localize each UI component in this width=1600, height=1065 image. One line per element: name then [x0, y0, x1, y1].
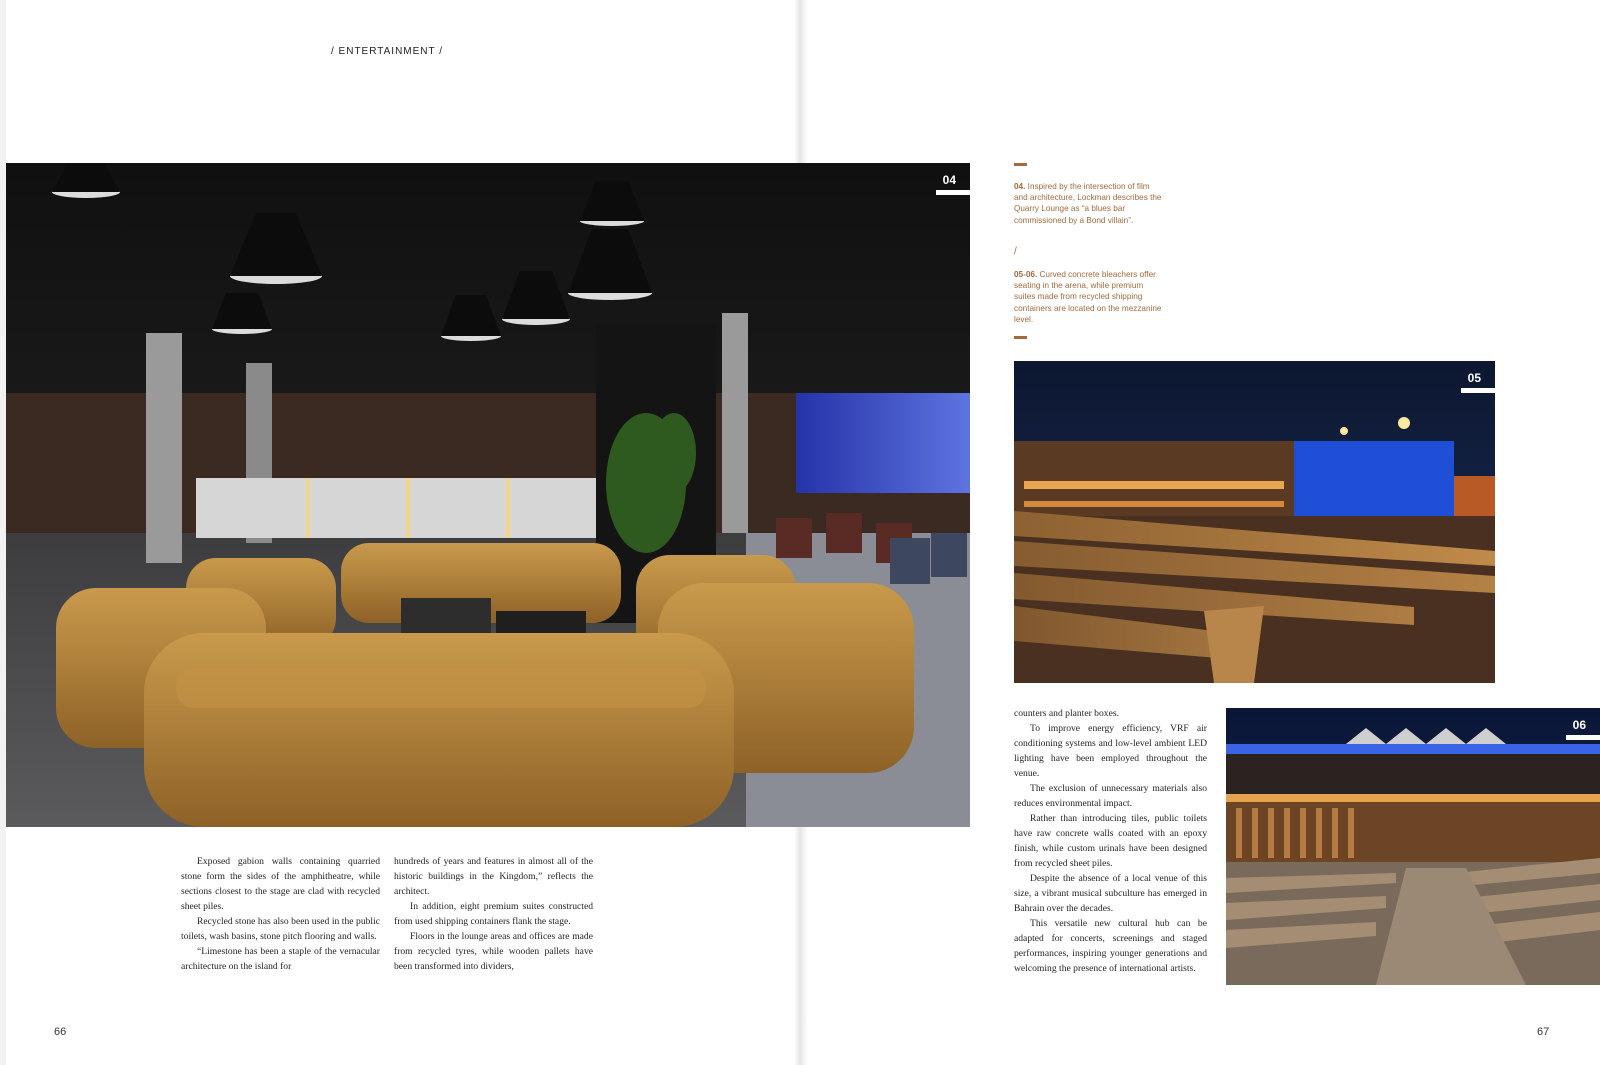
caption-separator: /: [1014, 246, 1017, 257]
photo-05-arena-bleachers: [1014, 361, 1495, 683]
caption-05-06-number: 05-06.: [1014, 270, 1038, 279]
paragraph: In addition, eight premium suites constructed from used shipping containers flank the stage.: [394, 901, 593, 927]
caption-05-06: [1014, 269, 1164, 325]
photo-04-quarry-lounge: [6, 163, 970, 827]
caption-rule-bottom: [1014, 336, 1027, 339]
paragraph: “Limestone has been a staple of the vernacular architecture on the island for: [181, 946, 380, 972]
photo-number-05: 05: [1461, 371, 1495, 393]
paragraph: hundreds of years and features in almost all of the historic buildings in the Kingdom,” reflects the architect.: [394, 856, 593, 897]
caption-rule-top: [1014, 163, 1027, 166]
paragraph: The exclusion of unnecessary materials also reduces environmental impact.: [1014, 783, 1207, 809]
photo-06-arena-mezzanine: [1226, 708, 1600, 985]
caption-04-number: 04.: [1014, 182, 1026, 191]
paragraph: Floors in the lounge areas and offices are made from recycled tyres, while wooden pallets have been transformed into dividers,: [394, 931, 593, 972]
body-column-left-2: [394, 854, 593, 974]
caption-04-text: Inspired by the intersection of film and architecture, Lockman describes the Quarry Lounge as “a blues bar commissioned by a Bond villain”.: [1014, 182, 1162, 225]
paragraph: Recycled stone has also been used in the public toilets, wash basins, stone pitch flooring and walls.: [181, 916, 380, 942]
body-column-right: [1014, 706, 1207, 976]
caption-04: [1014, 181, 1164, 226]
paragraph: Despite the absence of a local venue of this size, a vibrant musical subculture has emerged in Bahrain over the decades.: [1014, 873, 1207, 914]
caption-05-06-text: Curved concrete bleachers offer seating in the arena, while premium suites made from recycled shipping containers are located on the mezzanine level.: [1014, 270, 1162, 324]
page-number-right: 67: [1537, 1026, 1550, 1038]
paragraph: Exposed gabion walls containing quarried stone form the sides of the amphitheatre, while sections closest to the stage are clad with recycled sheet piles.: [181, 856, 380, 912]
page-number-left: 66: [54, 1026, 67, 1038]
photo-number-06: 06: [1566, 718, 1600, 740]
paragraph: Rather than introducing tiles, public toilets have raw concrete walls coated with an epoxy finish, while custom urinals have been designed from recycled sheet piles.: [1014, 813, 1207, 869]
paragraph: To improve energy efficiency, VRF air conditioning systems and low-level ambient LED lighting have been employed throughout the venue.: [1014, 723, 1207, 779]
photo-number-04: 04: [936, 173, 970, 195]
body-column-left-1: [181, 854, 380, 974]
paragraph: This versatile new cultural hub can be adapted for concerts, screenings and staged performances, inspiring younger generations and welcoming the presence of international artists.: [1014, 918, 1207, 974]
section-header: / ENTERTAINMENT /: [331, 46, 444, 57]
paragraph: counters and planter boxes.: [1014, 708, 1119, 719]
